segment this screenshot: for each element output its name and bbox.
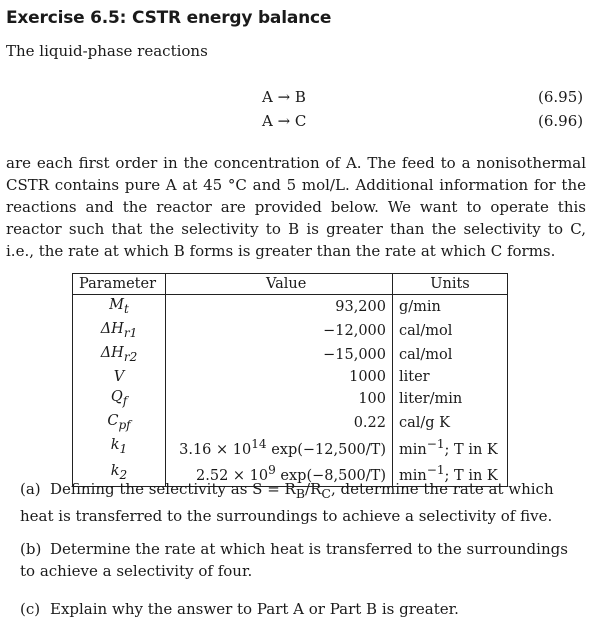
units-cell: $\min^{-1}$; T in K [393, 460, 508, 486]
problem-paragraph: are each first order in the concentration of A. The feed to a nonisothermal CSTR contains pure A at 45 °C and 5 mol/L. Additional information for the reactions and the reactor are provided below. We want to operate this reactor such that the selectivity to B is greater than the selectivity to C, i.e., the rate at which B forms is greater than the rate at which C forms. [6, 154, 586, 260]
param-cell: $k_2$ [73, 460, 166, 486]
value-cell: $3.16 \times 10^{14}$ exp(−12,500/T) [166, 434, 393, 460]
reaction-line [0, 88, 600, 110]
table-row [73, 367, 508, 387]
units-cell: liter/min [393, 387, 508, 411]
part-label: (c) [20, 600, 41, 618]
value-cell: 100 [166, 387, 393, 411]
reaction-equation: A → B [262, 88, 306, 106]
parameter-table [72, 273, 508, 487]
units-cell: cal/g K [393, 411, 508, 435]
question-part [20, 598, 586, 620]
question-part [20, 538, 586, 582]
param-cell: $Q_f$ [73, 387, 166, 411]
units-cell: cal/mol [393, 319, 508, 343]
units-cell: g/min [393, 295, 508, 319]
table-row [73, 295, 508, 319]
reaction-line [0, 112, 600, 134]
table-row [73, 343, 508, 367]
table-row [73, 434, 508, 460]
part-label: (a) [20, 480, 41, 498]
header-value: Value [166, 274, 393, 295]
value-cell: 1000 [166, 367, 393, 387]
table-body [73, 295, 508, 487]
table-row [73, 319, 508, 343]
value-cell: −15,000 [166, 343, 393, 367]
part-label: (b) [20, 540, 42, 558]
units-cell: $\min^{-1}$; T in K [393, 434, 508, 460]
param-cell: $M_t$ [73, 295, 166, 319]
value-cell: 93,200 [166, 295, 393, 319]
header-units: Units [393, 274, 508, 295]
part-text: Determine the rate at which heat is transferred to the surroundings to achieve a selectivity of four. [20, 540, 568, 580]
units-cell: liter [393, 367, 508, 387]
value-cell: −12,000 [166, 319, 393, 343]
reaction-equation: A → C [262, 112, 307, 130]
units-cell: cal/mol [393, 343, 508, 367]
equation-number: (6.95) [538, 88, 584, 106]
table-row [73, 411, 508, 435]
value-cell: $2.52 \times 10^9$ exp(−8,500/T) [166, 460, 393, 486]
param-cell: $C_{pf}$ [73, 411, 166, 435]
exercise-title: Exercise 6.5: CSTR energy balance [6, 8, 332, 28]
param-cell: $\Delta H_{r1}$ [73, 319, 166, 343]
table-header-row [73, 274, 508, 295]
param-cell: $\Delta H_{r2}$ [73, 343, 166, 367]
equation-number: (6.96) [538, 112, 584, 130]
question-part [20, 478, 586, 527]
param-cell: $k_1$ [73, 434, 166, 460]
value-cell: 0.22 [166, 411, 393, 435]
table-row [73, 387, 508, 411]
header-parameter: Parameter [73, 274, 166, 295]
part-text: Defining the selectivity as $S = R_B/R_C$, determine the rate at which heat is transferred to the surroundings to achieve a selectivity of five. [20, 480, 554, 525]
param-cell: V [73, 367, 166, 387]
part-text: Explain why the answer to Part A or Part B is greater. [50, 600, 459, 618]
intro-text: The liquid-phase reactions [6, 42, 208, 60]
